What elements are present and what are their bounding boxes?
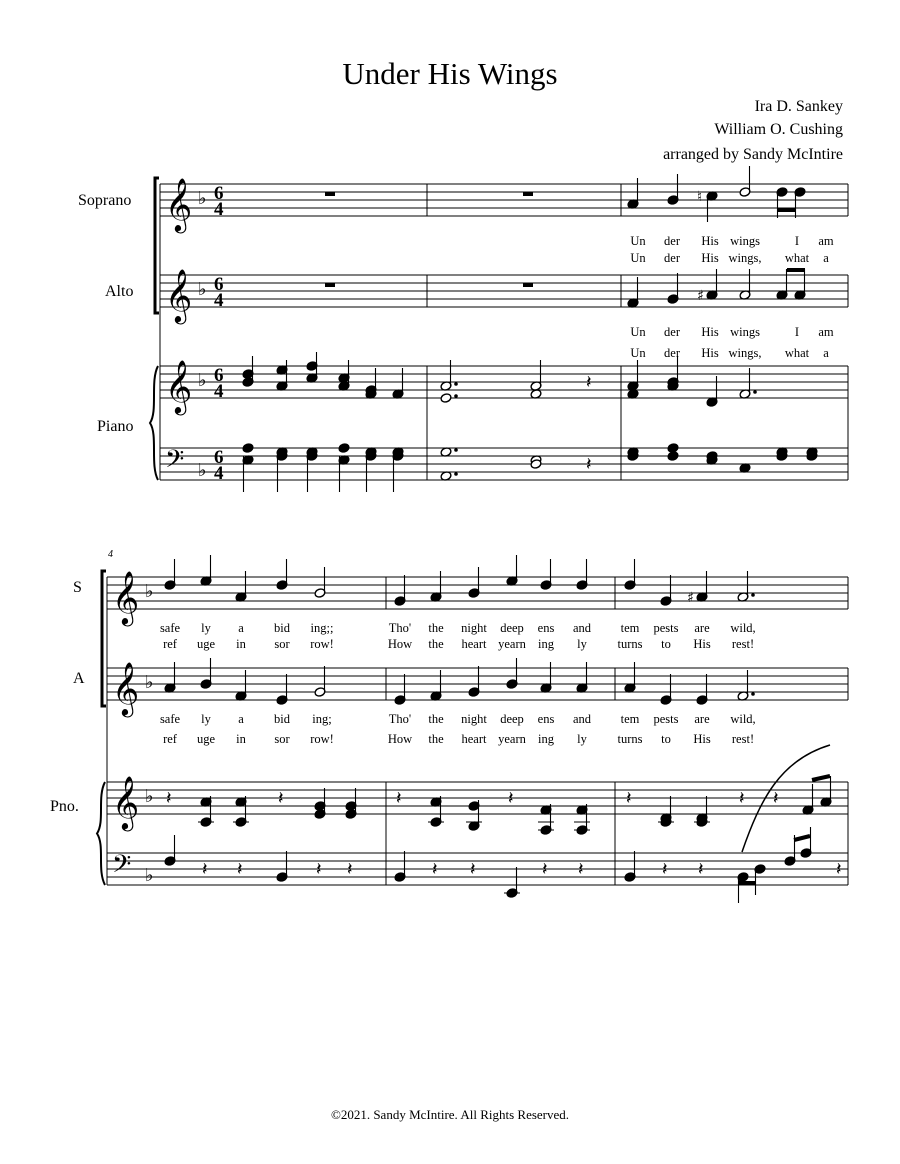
notehead (667, 451, 679, 462)
alto-lyric: the (428, 732, 444, 746)
soprano-lyric: am (818, 234, 834, 248)
alto-lyric: the (428, 712, 444, 726)
piano-part-label: Piano (97, 418, 134, 435)
alto-lyric: der (664, 346, 680, 360)
piano-brace (150, 366, 158, 480)
time-signature-bottom: 4 (214, 463, 224, 484)
alto-lyric: ens (537, 712, 555, 726)
alto-lyric: bid (274, 712, 290, 726)
note-dot (454, 448, 458, 452)
quarter-rest: 𝄽 (542, 859, 548, 880)
quarter-rest: 𝄽 (773, 788, 779, 809)
flat-key-signature: ♭ (145, 786, 154, 807)
alto-lyric: pests (653, 712, 679, 726)
alto-lyric: tem (620, 712, 640, 726)
alto-lyric: a (823, 346, 829, 360)
soprano-lyric: and (572, 621, 592, 635)
alto-lyric: to (661, 732, 671, 746)
piano-brace (97, 782, 105, 885)
soprano-lyric: deep (500, 621, 524, 635)
alto-lyric: I (794, 325, 800, 339)
alto-lyric: Un (630, 325, 646, 339)
notes (164, 166, 832, 903)
note-dot (751, 593, 755, 597)
time-signature-top: 6 (214, 447, 224, 468)
whole-rest (325, 192, 335, 196)
alto-lyric: are (694, 712, 710, 726)
arranger-credit: arranged by Sandy McIntire (663, 146, 843, 163)
soprano-part-label: Soprano (78, 192, 132, 209)
quarter-rest: 𝄽 (586, 372, 592, 393)
score-title: Under His Wings (342, 56, 558, 91)
treble-clef: 𝄞 (165, 359, 193, 413)
flat-key-signature: ♭ (198, 460, 207, 481)
quarter-rest: 𝄽 (166, 788, 172, 809)
notehead (338, 443, 350, 454)
soprano-lyric: His (701, 251, 719, 265)
soprano-lyric: ing;; (310, 621, 334, 635)
soprano-lyric: bid (274, 621, 290, 635)
treble-clef: 𝄞 (112, 661, 140, 715)
quarter-rest: 𝄽 (470, 859, 476, 880)
alto-lyric: ing (538, 732, 554, 746)
soprano-lyric: are (694, 621, 710, 635)
beam (812, 776, 830, 780)
soprano-lyric: der (664, 234, 680, 248)
alto-lyric: row! (310, 732, 334, 746)
quarter-rest: 𝄽 (278, 788, 284, 809)
quarter-rest: 𝄽 (626, 788, 632, 809)
alto-lyric: His (693, 732, 711, 746)
alto-lyric: night (461, 712, 487, 726)
quarter-rest: 𝄽 (586, 454, 592, 475)
time-signature-bottom: 4 (214, 199, 224, 220)
piano-short-label: Pno. (50, 798, 79, 815)
flat-key-signature: ♭ (145, 672, 154, 693)
quarter-rest: 𝄽 (237, 859, 243, 880)
soprano-lyric: ly (577, 637, 587, 651)
soprano-lyric: heart (461, 637, 487, 651)
quarter-rest: 𝄽 (836, 859, 842, 880)
alto-lyric: ing; (312, 712, 332, 726)
soprano-short-label: S (73, 579, 82, 596)
time-signature-top: 6 (214, 365, 224, 386)
treble-clef: 𝄞 (165, 268, 193, 322)
soprano-lyric: der (664, 251, 680, 265)
alto-lyric: turns (617, 732, 643, 746)
soprano-lyric: Un (630, 234, 646, 248)
soprano-lyric: a (823, 251, 829, 265)
time-signature-top: 6 (214, 274, 224, 295)
alto-lyric: in (236, 732, 246, 746)
quarter-rest: 𝄽 (316, 859, 322, 880)
soprano-lyric: in (236, 637, 246, 651)
time-signatures (214, 183, 224, 484)
alto-lyric: His (701, 325, 719, 339)
quarter-rest: 𝄽 (432, 859, 438, 880)
treble-clef: 𝄞 (112, 570, 140, 624)
clefs (112, 177, 192, 885)
alto-lyric: deep (500, 712, 524, 726)
measure-number: 4 (108, 549, 113, 560)
flat-key-signature: ♭ (198, 279, 207, 300)
soprano-lyric: ref (163, 637, 177, 651)
alto-lyric: ly (201, 712, 211, 726)
quarter-rest: 𝄽 (578, 859, 584, 880)
soprano-lyric: ing (538, 637, 554, 651)
soprano-lyric: Un (630, 251, 646, 265)
soprano-lyric: I (794, 234, 800, 248)
natural-accidental: ♮ (697, 189, 703, 205)
bass-clef: 𝄢 (165, 445, 185, 480)
quarter-rest: 𝄽 (396, 788, 402, 809)
time-signature-bottom: 4 (214, 290, 224, 311)
soprano-lyric: wild, (730, 621, 756, 635)
soprano-lyric: pests (653, 621, 679, 635)
note-dot (454, 394, 458, 398)
soprano-lyric: His (693, 637, 711, 651)
whole-rest (325, 283, 335, 287)
soprano-lyric: ens (537, 621, 555, 635)
notehead (242, 443, 254, 454)
note-dot (454, 472, 458, 476)
composer-credit: Ira D. Sankey (754, 98, 843, 115)
treble-clef: 𝄞 (165, 177, 193, 231)
soprano-lyric: the (428, 637, 444, 651)
choir-bracket (155, 178, 159, 313)
soprano-lyric: the (428, 621, 444, 635)
alto-lyric: wings (730, 325, 760, 339)
beam (794, 836, 810, 840)
lyricist-credit: William O. Cushing (714, 121, 843, 138)
alto-lyric: ly (577, 732, 587, 746)
soprano-lyric: sor (274, 637, 290, 651)
soprano-lyric: uge (196, 637, 216, 651)
soprano-lyric: to (661, 637, 671, 651)
alto-lyric: uge (196, 732, 216, 746)
whole-rest (523, 192, 533, 196)
alto-lyric: Un (630, 346, 646, 360)
soprano-lyric: yearn (498, 637, 526, 651)
soprano-lyric: a (238, 621, 244, 635)
whole-rest (523, 283, 533, 287)
quarter-rest: 𝄽 (202, 859, 208, 880)
quarter-rest: 𝄽 (662, 859, 668, 880)
quarter-rest: 𝄽 (347, 859, 353, 880)
flat-key-signature: ♭ (145, 865, 154, 886)
bass-clef: 𝄢 (112, 850, 132, 885)
alto-short-label: A (73, 670, 85, 687)
alto-lyric: How (387, 732, 413, 746)
quarter-rest: 𝄽 (739, 788, 745, 809)
soprano-lyric: rest! (731, 637, 755, 651)
alto-lyric: yearn (498, 732, 526, 746)
notehead (440, 393, 452, 404)
soprano-lyric: tem (620, 621, 640, 635)
alto-part-label: Alto (105, 283, 134, 300)
alto-lyric: der (664, 325, 680, 339)
choir-bracket (102, 571, 106, 706)
time-signature-bottom: 4 (214, 381, 224, 402)
alto-lyric: sor (274, 732, 290, 746)
soprano-lyric: ly (201, 621, 211, 635)
flat-key-signature: ♭ (198, 370, 207, 391)
alto-lyric: and (572, 712, 592, 726)
alto-lyric: what (784, 346, 810, 360)
soprano-lyric: His (701, 234, 719, 248)
alto-lyric: rest! (731, 732, 755, 746)
soprano-lyric: Tho' (388, 621, 412, 635)
soprano-lyric: safe (159, 621, 181, 635)
sharp-accidental: ♯ (697, 288, 704, 304)
flat-key-signature: ♭ (145, 581, 154, 602)
alto-lyric: Tho' (388, 712, 412, 726)
copyright-footer: ©2021. Sandy McIntire. All Rights Reserved. (330, 1107, 570, 1122)
alto-lyric: a (238, 712, 244, 726)
alto-lyric: heart (461, 732, 487, 746)
alto-lyric: am (818, 325, 834, 339)
soprano-lyric: wings (730, 234, 760, 248)
soprano-lyric: wings, (728, 251, 762, 265)
note-dot (751, 692, 755, 696)
flat-key-signature: ♭ (198, 188, 207, 209)
quarter-rest: 𝄽 (698, 859, 704, 880)
note-dot (753, 390, 757, 394)
time-signature-top: 6 (214, 183, 224, 204)
soprano-lyric: How (387, 637, 413, 651)
soprano-lyric: turns (617, 637, 643, 651)
alto-lyric: wild, (730, 712, 756, 726)
soprano-lyric: night (461, 621, 487, 635)
note-dot (454, 382, 458, 386)
sharp-accidental: ♯ (687, 590, 694, 606)
soprano-lyric: what (784, 251, 810, 265)
quarter-rest: 𝄽 (508, 788, 514, 809)
treble-clef: 𝄞 (112, 775, 140, 829)
alto-lyric: His (701, 346, 719, 360)
alto-lyric: safe (159, 712, 181, 726)
alto-lyric: ref (163, 732, 177, 746)
alto-lyric: wings, (728, 346, 762, 360)
lyrics (160, 234, 834, 746)
soprano-lyric: row! (310, 637, 334, 651)
